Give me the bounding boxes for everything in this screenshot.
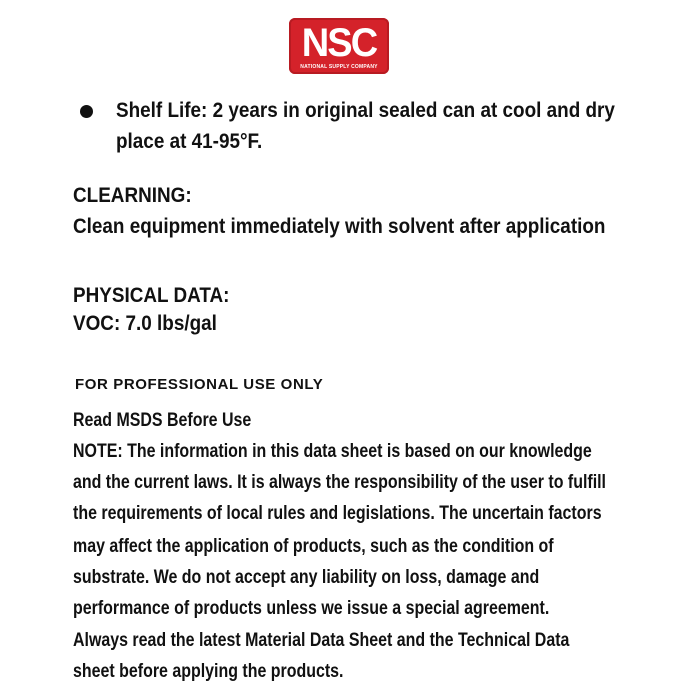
note-line: NOTE: The information in this data sheet is based on our knowledge (73, 441, 592, 462)
physical-data-heading: PHYSICAL DATA: (73, 284, 230, 307)
logo-text: NSC (301, 21, 377, 65)
shelf-life-line-1: Shelf Life: 2 years in original sealed can at cool and dry (116, 99, 615, 122)
note-line: and the current laws. It is always the responsibility of the user to fulfill (73, 472, 606, 493)
cleaning-text: Clean equipment immediately with solvent after application (73, 215, 606, 238)
note-line: the requirements of local rules and legislations. The uncertain factors (73, 503, 602, 524)
voc-value: VOC: 7.0 lbs/gal (73, 312, 217, 335)
cleaning-heading: CLEARNING: (73, 184, 192, 207)
logo-subtext: NATIONAL SUPPLY COMPANY (300, 64, 378, 70)
note-line: substrate. We do not accept any liability on loss, damage and (73, 567, 540, 588)
note-line: may affect the application of products, such as the condition of (73, 536, 554, 557)
note-line: performance of products unless we issue a special agreement. (73, 598, 550, 619)
shelf-life-line-2: place at 41-95°F. (116, 130, 263, 153)
nsc-logo (289, 18, 389, 74)
bullet-icon (80, 105, 93, 118)
professional-use-notice: FOR PROFESSIONAL USE ONLY (75, 376, 324, 393)
note-line: sheet before applying the products. (73, 661, 344, 682)
msds-notice: Read MSDS Before Use (73, 410, 252, 431)
note-line: Always read the latest Material Data Sheet and the Technical Data (73, 630, 570, 651)
